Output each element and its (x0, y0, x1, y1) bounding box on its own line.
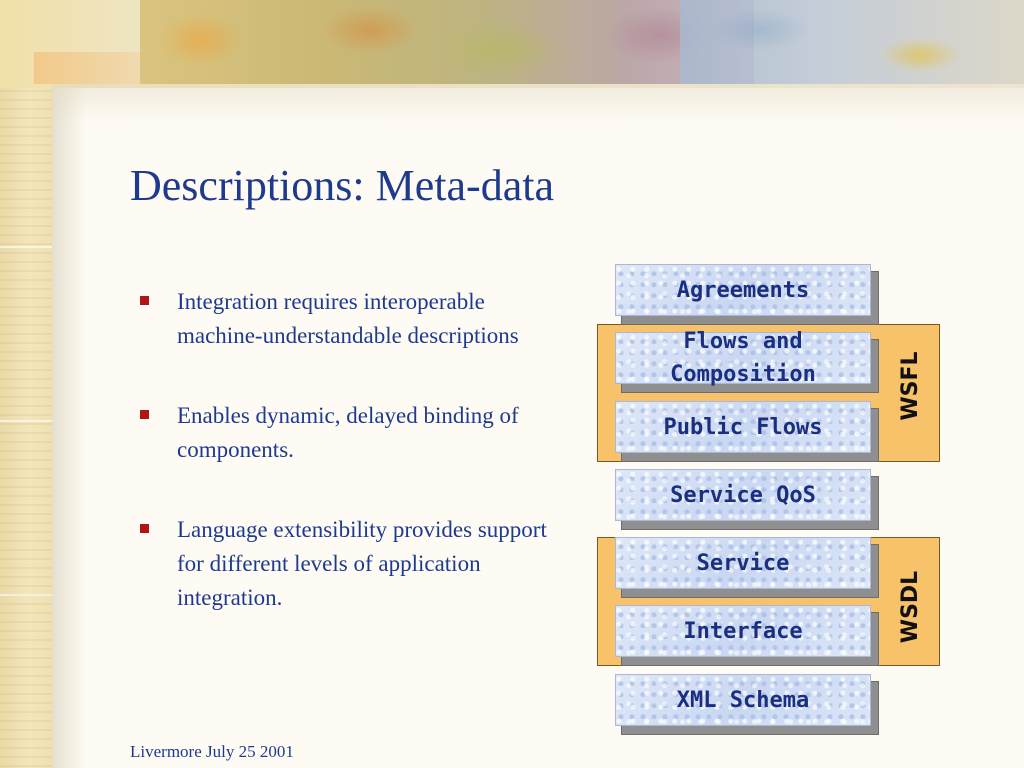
bullet-marker-icon (140, 524, 149, 533)
layer-label: Public Flows (615, 401, 871, 453)
layer-label: Agreements (615, 264, 871, 316)
bullet-item (140, 513, 560, 615)
banner-right-artwork (680, 0, 1024, 84)
wsfl-label: WSFL (897, 351, 923, 421)
bullet-item (140, 285, 560, 353)
slide-title: Descriptions: Meta-data (130, 161, 554, 210)
layer-public-flows (615, 401, 871, 453)
layer-service (615, 537, 871, 589)
layer-flows-and-composition (615, 329, 871, 387)
bullet-marker-icon (140, 296, 149, 305)
layer-label: Interface (615, 605, 871, 657)
layer-label: Service QoS (615, 469, 871, 521)
banner-shadow (52, 84, 1024, 124)
layer-service-qos (615, 469, 871, 521)
left-decorative-band (0, 0, 52, 768)
banner-leaf-artwork (140, 0, 754, 84)
layer-agreements (615, 264, 871, 316)
layer-label: XML Schema (615, 674, 871, 726)
layer-label: Service (615, 537, 871, 589)
layer-interface (615, 605, 871, 657)
bullet-text: Integration requires interoperable machine-understandable descriptions (177, 289, 519, 348)
bullet-item (140, 399, 560, 467)
bullet-list (140, 285, 560, 615)
bullet-text: Enables dynamic, delayed binding of components. (177, 403, 519, 462)
bullet-text: Language extensibility provides support for different levels of application integration. (177, 517, 547, 610)
slide-footer: Livermore July 25 2001 (130, 742, 294, 761)
layer-label: Flows and Composition (615, 332, 871, 384)
layer-xml-schema (615, 674, 871, 726)
wsdl-label: WSDL (897, 570, 923, 644)
bullet-marker-icon (140, 410, 149, 419)
